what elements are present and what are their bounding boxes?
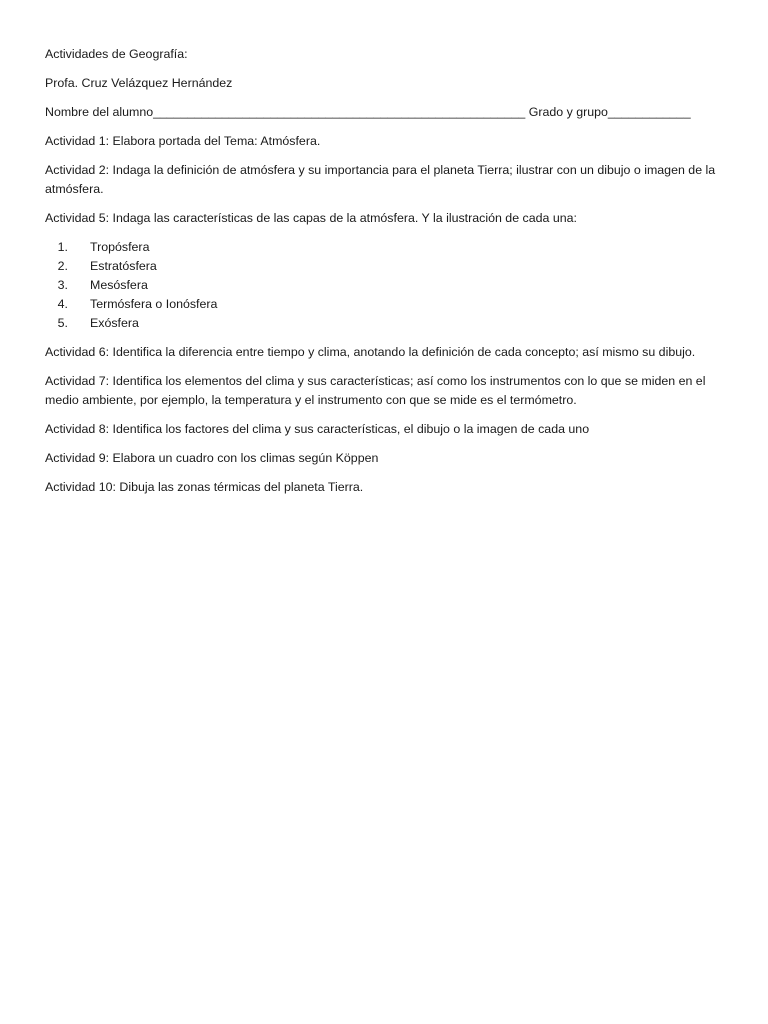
document-page (45, 45, 725, 507)
list-item (45, 257, 725, 276)
activity-5: Actividad 5: Indaga las características de las capas de la atmósfera. Y la ilustración de cada una: (45, 211, 577, 225)
list-number: 3. (57, 278, 68, 292)
activity-9: Actividad 9: Elabora un cuadro con los climas según Köppen (45, 451, 379, 465)
list-item-label: Termósfera o Ionósfera (90, 297, 218, 311)
list-number: 5. (57, 316, 68, 330)
student-name-line: Nombre del alumno______________________________________________________ Grado y grupo____________ (45, 105, 691, 119)
list-number: 1. (57, 240, 68, 254)
atmosphere-layers-list (45, 238, 725, 333)
list-item-label: Mesósfera (90, 278, 148, 292)
list-item (45, 295, 725, 314)
teacher-name: Profa. Cruz Velázquez Hernández (45, 76, 233, 90)
activity-1: Actividad 1: Elabora portada del Tema: Atmósfera. (45, 134, 321, 148)
list-item (45, 276, 725, 295)
activity-8: Actividad 8: Identifica los factores del clima y sus características, el dibujo o la imagen de cada uno (45, 422, 590, 436)
activity-6: Actividad 6: Identifica la diferencia entre tiempo y clima, anotando la definición de cada concepto; así mismo su dibujo. (45, 345, 696, 359)
list-item-label: Exósfera (90, 316, 139, 330)
list-item (45, 238, 725, 257)
activity-7: Actividad 7: Identifica los elementos del clima y sus características; así como los instrumentos con lo que se miden en el medio ambiente, por ejemplo, la temperatura y el instrumento con que se mide es el termómetro. (45, 374, 706, 407)
list-item-label: Estratósfera (90, 259, 157, 273)
list-item (45, 314, 725, 333)
activity-2: Actividad 2: Indaga la definición de atmósfera y su importancia para el planeta Tierra; ilustrar con un dibujo o imagen de la atmósfera. (45, 163, 716, 196)
list-number: 2. (57, 259, 68, 273)
list-number: 4. (57, 297, 68, 311)
document-title: Actividades de Geografía: (45, 47, 188, 61)
activity-10: Actividad 10: Dibuja las zonas térmicas del planeta Tierra. (45, 480, 364, 494)
list-item-label: Tropósfera (90, 240, 150, 254)
